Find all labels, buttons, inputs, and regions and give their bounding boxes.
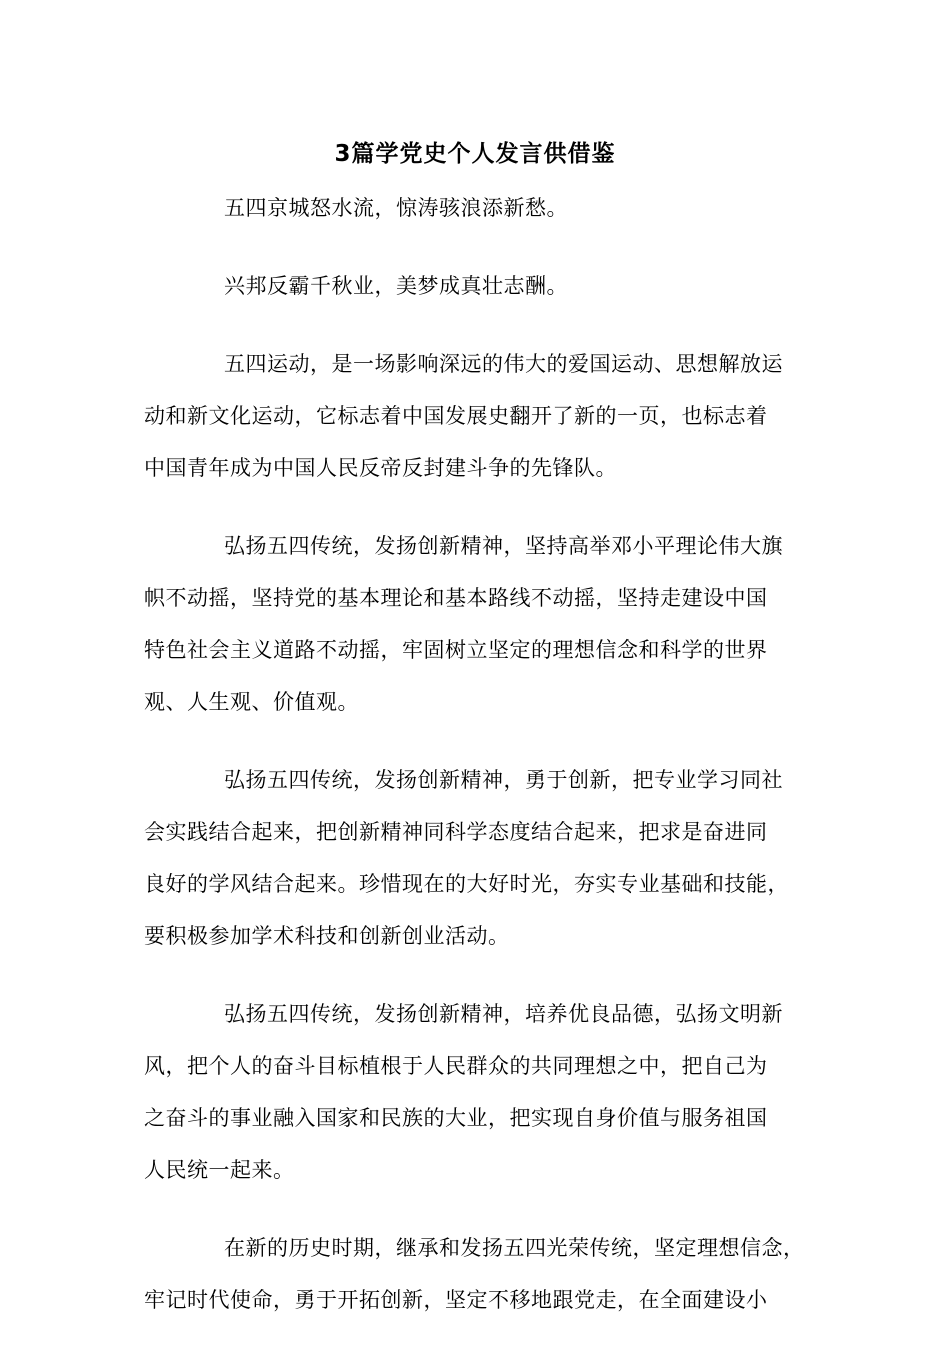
paragraph [144,520,814,728]
paragraph-line: 中国青年成为中国人民反帝反封建斗争的先锋队。 [144,456,617,480]
paragraph [144,1222,814,1326]
paragraph-line: 弘扬五四传统，发扬创新精神，勇于创新，把专业学习同社 [224,768,783,792]
paragraph [144,260,814,312]
paragraph-line: 之奋斗的事业融入国家和民族的大业，把实现自身价值与服务祖国 [144,1106,768,1130]
paragraph-line: 动和新文化运动，它标志着中国发展史翻开了新的一页，也标志着 [144,404,768,428]
paragraph-line: 五四运动，是一场影响深远的伟大的爱国运动、思想解放运 [224,352,783,376]
paragraph-line: 帜不动摇，坚持党的基本理论和基本路线不动摇，坚持走建设中国 [144,586,768,610]
paragraph [144,338,814,494]
paragraph [144,182,814,234]
paragraph-line: 观、人生观、价值观。 [144,690,359,714]
paragraph [144,988,814,1196]
paragraph-line: 良好的学风结合起来。珍惜现在的大好时光，夯实专业基础和技能， [144,872,789,896]
paragraph-line: 会实践结合起来，把创新精神同科学态度结合起来，把求是奋进同 [144,820,768,844]
paragraph-line: 五四京城怒水流，惊涛骇浪添新愁。 [224,196,568,220]
document-title: 3篇学党史个人发言供借鉴 [334,141,616,167]
paragraph-line: 弘扬五四传统，发扬创新精神，培养优良品德，弘扬文明新 [224,1002,783,1026]
document-body [144,182,814,1352]
paragraph [144,754,814,962]
paragraph-line: 风，把个人的奋斗目标植根于人民群众的共同理想之中，把自己为 [144,1054,768,1078]
paragraph-line: 弘扬五四传统，发扬创新精神，坚持高举邓小平理论伟大旗 [224,534,783,558]
paragraph-line: 牢记时代使命，勇于开拓创新，坚定不移地跟党走，在全面建设小 [144,1288,768,1312]
paragraph-line: 人民统一起来。 [144,1158,295,1182]
paragraph-line: 要积极参加学术科技和创新创业活动。 [144,924,510,948]
paragraph-line: 兴邦反霸千秋业，美梦成真壮志酬。 [224,274,568,298]
paragraph-line: 在新的历史时期，继承和发扬五四光荣传统，坚定理想信念， [224,1236,805,1260]
paragraph-line: 特色社会主义道路不动摇，牢固树立坚定的理想信念和科学的世界 [144,638,768,662]
